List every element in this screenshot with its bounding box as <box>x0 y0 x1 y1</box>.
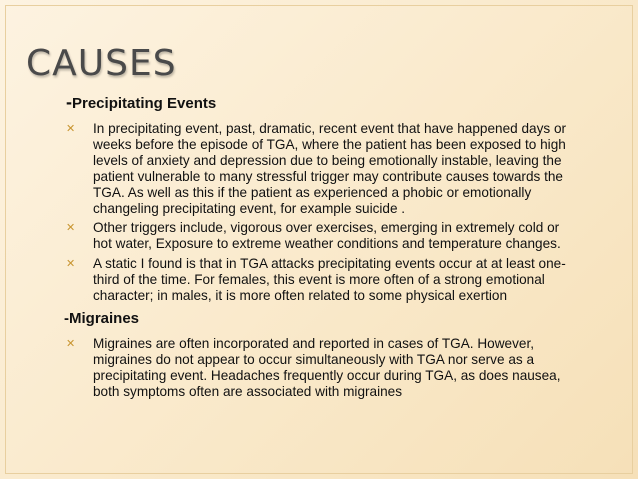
x-bullet-icon: ✕ <box>66 257 76 271</box>
list-item-text: Other triggers include, vigorous over exercises, emerging in extremely cold or hot water, Exposure to extreme weather conditions and temperature changes. <box>93 220 561 252</box>
slide-content <box>66 93 576 406</box>
list-item-text: A static I found is that in TGA attacks precipitating events occur at at least one-third of the time. For females, this event is more often of a strong emotional character; in males, it is more often related to some physical exertion <box>93 256 566 304</box>
section-heading-precipitating <box>66 93 576 113</box>
list-item <box>66 121 576 216</box>
list-item <box>66 220 576 252</box>
section-heading-migraines: -Migraines <box>64 309 140 327</box>
list-item <box>66 256 576 304</box>
slide-title: CAUSES <box>26 43 177 84</box>
section-heading-text: Precipitating Events <box>72 95 217 112</box>
migraines-list <box>66 336 576 400</box>
x-bullet-icon: ✕ <box>66 336 76 350</box>
precipitating-events-list <box>66 121 576 304</box>
x-bullet-icon: ✕ <box>66 122 76 135</box>
list-item-text: Migraines are often incorporated and reported in cases of TGA. However, migraines do not appear to occur simultaneously with TGA nor serve as a precipitating event. Headaches frequently occur during TGA, as does nausea, both symptoms often are associated with migraines <box>93 335 561 399</box>
heading-dash: - <box>66 92 72 112</box>
list-item-text: In precipitating event, past, dramatic, recent event that have happened days or weeks before the episode of TGA, where the patient has been exposed to high levels of anxiety and depression due to being emotionally instable, leaving the patient vulnerable to many stressful trigger may contribute causes towards the TGA. As well as this if the patient as experienced a phobic or emotionally changeling precipitating event, for example suicide . <box>93 121 567 216</box>
x-bullet-icon: ✕ <box>66 221 76 235</box>
list-item <box>66 336 576 400</box>
